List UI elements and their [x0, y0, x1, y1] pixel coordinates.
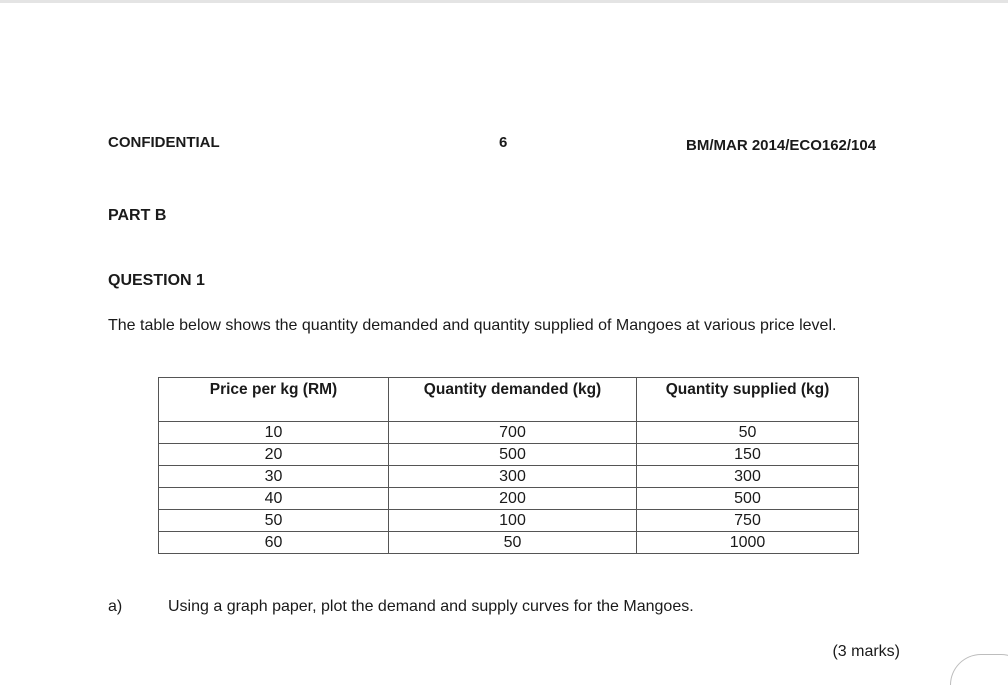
marks-allocation: (3 marks) — [832, 643, 900, 660]
price-cell: 20 — [159, 444, 389, 466]
supplied-cell: 300 — [637, 466, 859, 488]
header-price: Price per kg (RM) — [159, 378, 389, 422]
price-cell: 30 — [159, 466, 389, 488]
table-row — [159, 510, 859, 532]
demanded-cell: 700 — [389, 422, 637, 444]
paper-code: BM/MAR 2014/ECO162/104 — [686, 137, 877, 154]
subquestion-label: a) — [108, 598, 123, 615]
supplied-cell: 1000 — [637, 532, 859, 554]
table-row — [159, 444, 859, 466]
demand-supply-table — [158, 377, 859, 554]
table-row — [159, 532, 859, 554]
price-cell: 40 — [159, 488, 389, 510]
demanded-cell: 100 — [389, 510, 637, 532]
demanded-cell: 200 — [389, 488, 637, 510]
supplied-cell: 750 — [637, 510, 859, 532]
confidential-label: CONFIDENTIAL — [108, 134, 220, 151]
table-row — [159, 488, 859, 510]
top-edge-band — [0, 0, 1008, 3]
table-row — [159, 466, 859, 488]
supplied-cell: 50 — [637, 422, 859, 444]
supplied-cell: 150 — [637, 444, 859, 466]
table-header-row — [159, 378, 859, 422]
question-heading: QUESTION 1 — [108, 272, 205, 289]
header-quantity-supplied: Quantity supplied (kg) — [637, 378, 859, 422]
table-row — [159, 422, 859, 444]
demanded-cell: 50 — [389, 532, 637, 554]
part-heading: PART B — [108, 207, 167, 224]
supplied-cell: 500 — [637, 488, 859, 510]
price-cell: 10 — [159, 422, 389, 444]
demanded-cell: 500 — [389, 444, 637, 466]
page-number: 6 — [499, 134, 508, 151]
demanded-cell: 300 — [389, 466, 637, 488]
header-quantity-demanded: Quantity demanded (kg) — [389, 378, 637, 422]
price-cell: 60 — [159, 532, 389, 554]
question-intro: The table below shows the quantity demanded and quantity supplied of Mangoes at various price level. — [108, 317, 837, 334]
page-corner-curl — [950, 654, 1008, 685]
price-cell: 50 — [159, 510, 389, 532]
subquestion-text: Using a graph paper, plot the demand and supply curves for the Mangoes. — [168, 598, 694, 615]
